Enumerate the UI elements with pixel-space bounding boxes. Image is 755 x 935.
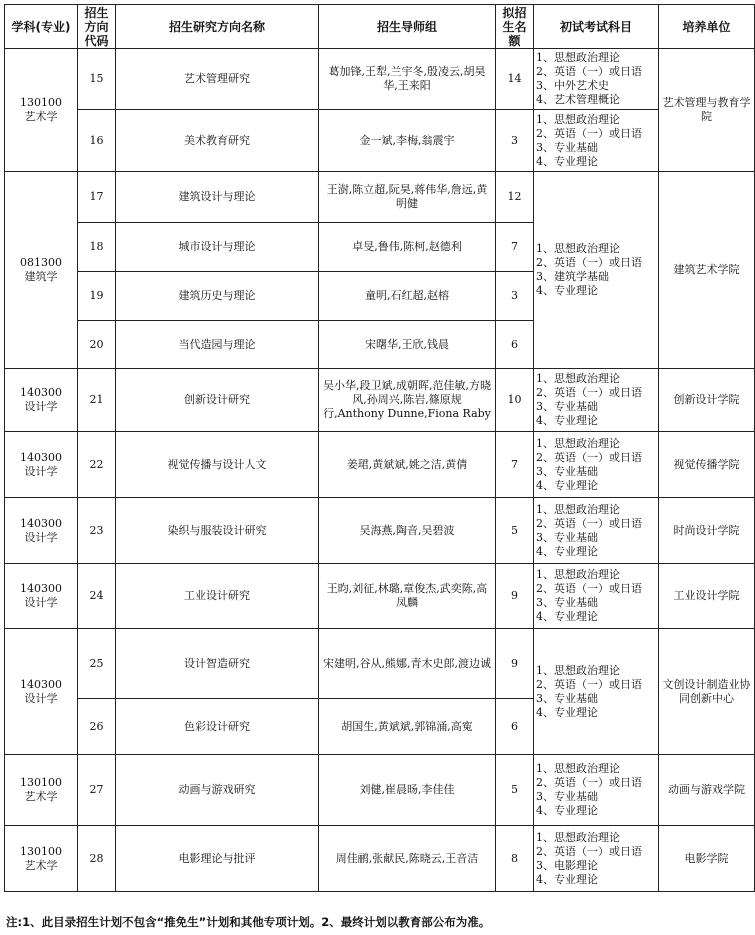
exam-line: 3、专业基础 [536, 530, 598, 544]
exam-cell [534, 369, 659, 432]
exam-line: 4、专业理论 [536, 804, 598, 817]
code-cell: 26 [78, 699, 116, 755]
code-cell: 18 [78, 223, 116, 272]
exam-cell [534, 110, 659, 172]
exam-line: 3、专业基础 [536, 790, 598, 803]
table-row-15 [5, 49, 755, 110]
advisors-cell: 胡国生,黄斌斌,郭锦涌,高寃 [319, 699, 496, 755]
exam-line: 4、专业理论 [536, 284, 598, 297]
quota-cell: 7 [496, 223, 534, 272]
code-cell: 20 [78, 321, 116, 369]
exam-line: 3、电影理论 [536, 858, 598, 872]
subject-cell: 081300 建筑学 [5, 172, 78, 369]
header-exam: 初试考试科目 [534, 5, 659, 49]
unit-cell: 建筑艺术学院 [659, 172, 755, 369]
exam-line: 4、专业理论 [536, 414, 598, 427]
direction-cell: 建筑历史与理论 [116, 272, 319, 321]
quota-cell: 7 [496, 432, 534, 498]
code-cell: 25 [78, 629, 116, 699]
exam-cell [534, 826, 659, 892]
direction-cell: 染织与服装设计研究 [116, 498, 319, 564]
header-code: 招生方向代码 [78, 5, 116, 49]
direction-cell: 城市设计与理论 [116, 223, 319, 272]
exam-line: 2、英语（一）或日语 [536, 516, 642, 530]
quota-cell: 12 [496, 172, 534, 223]
direction-cell: 视觉传播与设计人文 [116, 432, 319, 498]
direction-cell: 建筑设计与理论 [116, 172, 319, 223]
code-cell: 15 [78, 49, 116, 110]
unit-cell: 文创设计制造业协同创新中心 [659, 629, 755, 755]
table-row-24 [5, 564, 755, 629]
advisors-cell: 金一斌,李梅,翁震宇 [319, 110, 496, 172]
code-cell: 22 [78, 432, 116, 498]
unit-cell: 电影学院 [659, 826, 755, 892]
quota-cell: 6 [496, 699, 534, 755]
advisors-cell: 姜珺,黄斌斌,姚之洁,黄倩 [319, 432, 496, 498]
code-cell: 19 [78, 272, 116, 321]
table-row-28 [5, 826, 755, 892]
exam-cell [534, 498, 659, 564]
code-cell: 27 [78, 755, 116, 826]
subject-cell: 140300 设计学 [5, 498, 78, 564]
unit-cell: 动画与游戏学院 [659, 755, 755, 826]
exam-line: 4、专业理论 [536, 705, 598, 719]
direction-cell: 动画与游戏研究 [116, 755, 319, 826]
exam-cell [534, 755, 659, 826]
quota-cell: 10 [496, 369, 534, 432]
table-row-17 [5, 172, 755, 223]
quota-cell: 5 [496, 755, 534, 826]
table-row-21 [5, 369, 755, 432]
quota-cell: 3 [496, 110, 534, 172]
exam-line: 2、英语（一）或日语 [536, 65, 642, 78]
quota-cell: 3 [496, 272, 534, 321]
footnote: 注:1、此目录招生计划不包含“推免生”计划和其他专项计划。2、最终计划以教育部公布为准。 [6, 915, 491, 929]
table-row-23 [5, 498, 755, 564]
exam-line: 3、专业基础 [536, 691, 598, 705]
exam-line: 3、专业基础 [536, 596, 598, 609]
advisors-cell: 宋曙华,王欣,钱晨 [319, 321, 496, 369]
enrollment-table [4, 4, 755, 892]
exam-line: 4、专业理论 [536, 872, 598, 886]
exam-cell [534, 564, 659, 629]
subject-cell: 130100 艺术学 [5, 49, 78, 172]
exam-line: 1、思想政治理论 [536, 502, 620, 516]
direction-cell: 电影理论与批评 [116, 826, 319, 892]
subject-cell: 140300 设计学 [5, 564, 78, 629]
subject-cell: 130100 艺术学 [5, 755, 78, 826]
unit-cell: 艺术管理与教育学院 [659, 49, 755, 172]
exam-line: 1、思想政治理论 [536, 762, 620, 775]
direction-cell: 艺术管理研究 [116, 49, 319, 110]
advisors-cell: 宋建明,谷从,熊娜,青木史郎,渡边诚 [319, 629, 496, 699]
exam-line: 1、思想政治理论 [536, 372, 620, 385]
table-row-25 [5, 629, 755, 699]
header-subject: 学科(专业) [5, 5, 78, 49]
exam-line: 4、专业理论 [536, 544, 598, 558]
exam-line: 2、英语（一）或日语 [536, 126, 642, 140]
unit-cell: 时尚设计学院 [659, 498, 755, 564]
quota-cell: 5 [496, 498, 534, 564]
advisors-cell: 刘健,崔晨旸,李佳佳 [319, 755, 496, 826]
code-cell: 21 [78, 369, 116, 432]
table-row-27 [5, 755, 755, 826]
code-cell: 23 [78, 498, 116, 564]
advisors-cell: 王澍,陈立超,阮昊,蒋伟华,詹远,黄明健 [319, 172, 496, 223]
exam-cell [534, 432, 659, 498]
header-unit: 培养单位 [659, 5, 755, 49]
unit-cell: 创新设计学院 [659, 369, 755, 432]
direction-cell: 当代造园与理论 [116, 321, 319, 369]
quota-cell: 9 [496, 564, 534, 629]
exam-line: 4、专业理论 [536, 478, 598, 492]
direction-cell: 设计智造研究 [116, 629, 319, 699]
exam-cell [534, 629, 659, 755]
exam-line: 3、专业基础 [536, 400, 598, 413]
advisors-cell: 童明,石红超,赵榕 [319, 272, 496, 321]
subject-cell: 140300 设计学 [5, 629, 78, 755]
advisors-cell: 王昀,刘征,林璐,章俊杰,武奕陈,高凤麟 [319, 564, 496, 629]
exam-line: 1、思想政治理论 [536, 436, 620, 450]
advisors-cell: 吴小华,段卫斌,成朝晖,范佳敏,方晓风,孙周兴,陈岩,篠原规行,Anthony Dunne,Fiona Raby [319, 369, 496, 432]
exam-line: 2、英语（一）或日语 [536, 844, 642, 858]
exam-cell [534, 49, 659, 110]
exam-line: 1、思想政治理论 [536, 242, 620, 255]
quota-cell: 14 [496, 49, 534, 110]
exam-line: 1、思想政治理论 [536, 51, 620, 64]
direction-cell: 美术教育研究 [116, 110, 319, 172]
exam-cell [534, 172, 659, 369]
unit-cell: 工业设计学院 [659, 564, 755, 629]
exam-line: 3、中外艺术史 [536, 79, 609, 92]
exam-line: 2、英语（一）或日语 [536, 582, 642, 595]
exam-line: 2、英语（一）或日语 [536, 677, 642, 691]
subject-cell: 140300 设计学 [5, 432, 78, 498]
exam-line: 2、英语（一）或日语 [536, 450, 642, 464]
header-quota: 拟招生名额 [496, 5, 534, 49]
table-row-16 [5, 110, 755, 172]
unit-cell: 视觉传播学院 [659, 432, 755, 498]
exam-line: 1、思想政治理论 [536, 568, 620, 581]
exam-line: 2、英语（一）或日语 [536, 256, 642, 269]
header-advisors: 招生导师组 [319, 5, 496, 49]
code-cell: 17 [78, 172, 116, 223]
code-cell: 28 [78, 826, 116, 892]
exam-line: 4、艺术管理概论 [536, 93, 620, 106]
advisors-cell: 葛加锋,王犁,兰宇冬,殷凌云,胡昊华,王来阳 [319, 49, 496, 110]
subject-cell: 130100 艺术学 [5, 826, 78, 892]
subject-cell: 140300 设计学 [5, 369, 78, 432]
exam-line: 3、专业基础 [536, 140, 598, 154]
advisors-cell: 吴海燕,陶音,吴碧波 [319, 498, 496, 564]
header-row [5, 5, 755, 49]
direction-cell: 色彩设计研究 [116, 699, 319, 755]
advisors-cell: 卓旻,鲁伟,陈柯,赵德利 [319, 223, 496, 272]
exam-line: 3、建筑学基础 [536, 270, 609, 283]
exam-line: 4、专业理论 [536, 610, 598, 623]
header-direction: 招生研究方向名称 [116, 5, 319, 49]
advisors-cell: 周佳鹂,张献民,陈晓云,王音洁 [319, 826, 496, 892]
code-cell: 24 [78, 564, 116, 629]
exam-line: 2、英语（一）或日语 [536, 776, 642, 789]
table-row-22 [5, 432, 755, 498]
quota-cell: 8 [496, 826, 534, 892]
exam-line: 3、专业基础 [536, 464, 598, 478]
direction-cell: 创新设计研究 [116, 369, 319, 432]
quota-cell: 6 [496, 321, 534, 369]
exam-line: 2、英语（一）或日语 [536, 386, 642, 399]
exam-line: 1、思想政治理论 [536, 112, 620, 126]
direction-cell: 工业设计研究 [116, 564, 319, 629]
quota-cell: 9 [496, 629, 534, 699]
code-cell: 16 [78, 110, 116, 172]
exam-line: 4、专业理论 [536, 154, 598, 168]
exam-line: 1、思想政治理论 [536, 663, 620, 677]
exam-line: 1、思想政治理论 [536, 830, 620, 844]
